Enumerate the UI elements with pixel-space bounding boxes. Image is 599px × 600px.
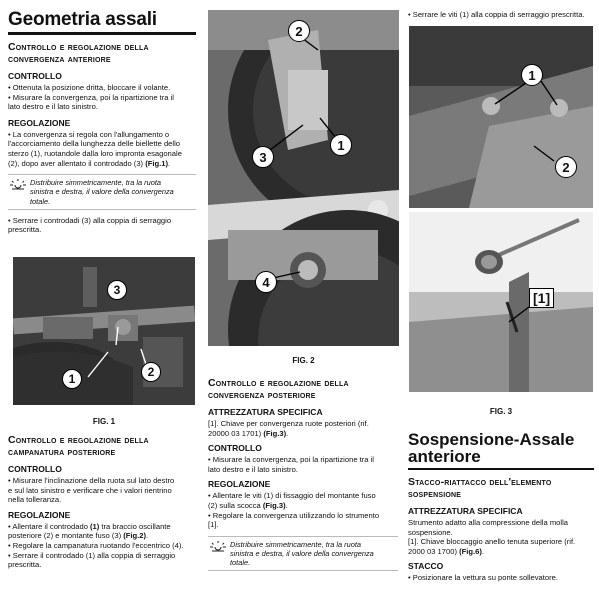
section-title-rear-toe [208,377,398,401]
text-line: • Ottenuta la posizione dritta, bloccare il volante. [8,83,171,92]
section-title-line: Controllo e regolazione della [8,434,149,446]
text-line: l'accorciamento della lunghezza delle biellette dello [8,139,180,149]
section-title-line: Controllo e regolazione della [8,41,149,53]
text-line: • Serrare i controdadi (3) alla coppia di serraggio [8,215,172,225]
note-line: sinistra e destra, il valore della convergenza [30,187,174,197]
text-span: . [286,428,289,438]
text-line: [1]. [208,520,219,530]
text-span: 2000 03 1700) [408,546,460,556]
text-span: • Allentare il controdado [8,521,91,531]
figure-ref: (Fig.3) [263,428,287,438]
note-line: totale. [230,558,251,568]
callout-1: 1 [62,369,82,389]
text-line [208,501,398,511]
text-line [8,531,196,541]
text-line [8,159,196,169]
section-big-title [408,431,594,465]
figure-3-photo-top [409,26,593,208]
text-line: • Regolare la campanatura ruotando l'eccentrico (4). [8,540,184,550]
callout-1: 1 [521,64,543,86]
figure-3-photo-bottom [409,212,593,392]
sun-icon [210,540,226,554]
section-title-line: Stacco-riattacco dell'elemento [408,476,552,488]
section-title-rear-camber [8,434,196,458]
column-left-lower [8,434,196,570]
figure-ref: (Fig.3) [262,500,286,510]
figure-1-photo [13,257,195,405]
figure-3-caption: FIG. 3 [489,407,513,416]
note-box [8,174,196,210]
callout-3: 3 [107,280,127,300]
text-span: posteriore (2) e montante fuso (3) [8,531,124,541]
note-line: sinistra e destra, il valore della convergenza [230,548,374,558]
callout-2: 2 [555,156,577,178]
text-line: Strumento adatto alla compressione della molla [408,518,568,527]
text-line: e sul lato sinistro e verificare che i valori rientrino [8,485,172,495]
title-rule [408,468,594,470]
text-span: . [481,546,484,556]
figure-2-photo [208,10,399,346]
text-line: • Allentare le viti (1) di fissaggio del montante fuso [208,491,376,501]
text-span: tra braccio oscillante [99,521,171,531]
figure-ref: (Fig.6) [459,546,482,556]
callout-2: 2 [288,20,310,42]
note-box [208,536,398,572]
callout-4: 4 [255,271,277,293]
column-right-top [408,10,594,20]
subheading-regolazione: REGOLAZIONE [208,479,271,490]
subheading-attrezzatura: ATTREZZATURA SPECIFICA [408,506,523,516]
sun-icon [10,178,26,192]
subheading-stacco: STACCO [408,561,444,572]
text-line: • Misurare la convergenza, poi la ripartizione tra il [8,92,174,102]
text-line [8,522,196,532]
text-span: 20000 03 1701) [208,428,264,438]
subheading-regolazione: REGOLAZIONE [8,509,71,520]
text-line: nella tolleranza. [8,495,62,505]
section-title-line: convergenza anteriore [8,53,111,65]
text-line: prescritta. [8,225,42,235]
section-title-line: campanatura posteriore [8,446,116,458]
title-rule [8,32,196,35]
figure-1-caption: FIG. 1 [92,417,116,426]
column-middle-lower [208,377,398,577]
text-bold: (1) [90,521,100,531]
note-line: Distribuire simmetricamente, tra la ruota [230,539,362,549]
text-line [408,547,594,557]
callout-1: 1 [330,134,352,156]
section-title-front-toe [8,41,196,65]
text-span: . [167,158,171,168]
section-title-line: sospensione [408,488,462,500]
text-line: • Serrare il controdado (1) alla coppia di serraggio [8,550,176,560]
figure-ref: (Fig.1) [145,158,168,168]
text-line: • Posizionare la vettura su ponte sollevatore. [408,573,558,583]
section-title-suspension [408,476,594,500]
subheading-attrezzatura: ATTREZZATURA SPECIFICA [208,407,323,417]
figure-2-caption: FIG. 2 [292,356,315,365]
text-span: (2), dopo aver allentato il controdado (3) [8,158,146,168]
text-line: lato destro e il lato sinistro. [208,464,298,474]
note-line: Distribuire simmetricamente, tra la ruota [30,178,162,188]
column-left [8,0,196,235]
callout-tool-1: [1] [529,288,554,308]
text-line [208,429,398,439]
text-line: • Misurare l'inclinazione della ruota sul lato destro [8,476,175,485]
figure-ref: (Fig.2) [123,531,147,541]
page-title: Geometria assali [8,9,157,30]
text-span: . [146,531,149,541]
big-title-line: anteriore [408,447,481,466]
text-span: . [285,500,288,510]
text-span: (2) sulla scocca [208,500,263,510]
text-line: prescritta. [8,560,42,570]
text-line: [1]. Chiave per convergenza ruote posteriori (rif. [208,419,369,428]
text-line: sospensione. [408,527,453,537]
text-line: • Regolare la convergenza utilizzando lo strumento [208,510,380,520]
callout-3: 3 [252,146,274,168]
section-title-line: Controllo e regolazione della [208,377,349,389]
subheading-controllo: CONTROLLO [8,464,62,474]
text-line: • Misurare la convergenza, poi la ripartizione tra il [208,455,374,465]
callout-2: 2 [141,362,161,382]
text-line: • La convergenza si regola con l'allungamento o [8,129,170,139]
section-title-line: convergenza posteriore [208,389,316,401]
note-line: totale. [30,196,51,206]
subheading-regolazione: REGOLAZIONE [8,117,71,128]
text-line: • Serrare le viti (1) alla coppia di serraggio prescritta. [408,10,585,19]
subheading-controllo: CONTROLLO [8,71,62,81]
subheading-controllo: CONTROLLO [208,443,262,454]
column-right-lower [408,431,594,583]
text-line: [1]. Chiave bloccaggio anello tenuta superiore (rif. [408,537,576,547]
text-line: lato destro e il lato sinistro. [8,102,98,112]
text-line: sterzo (1), ruotandole dalla loro impronta esagonale [8,148,182,158]
big-title-line: Sospensione-Assale [408,430,575,449]
